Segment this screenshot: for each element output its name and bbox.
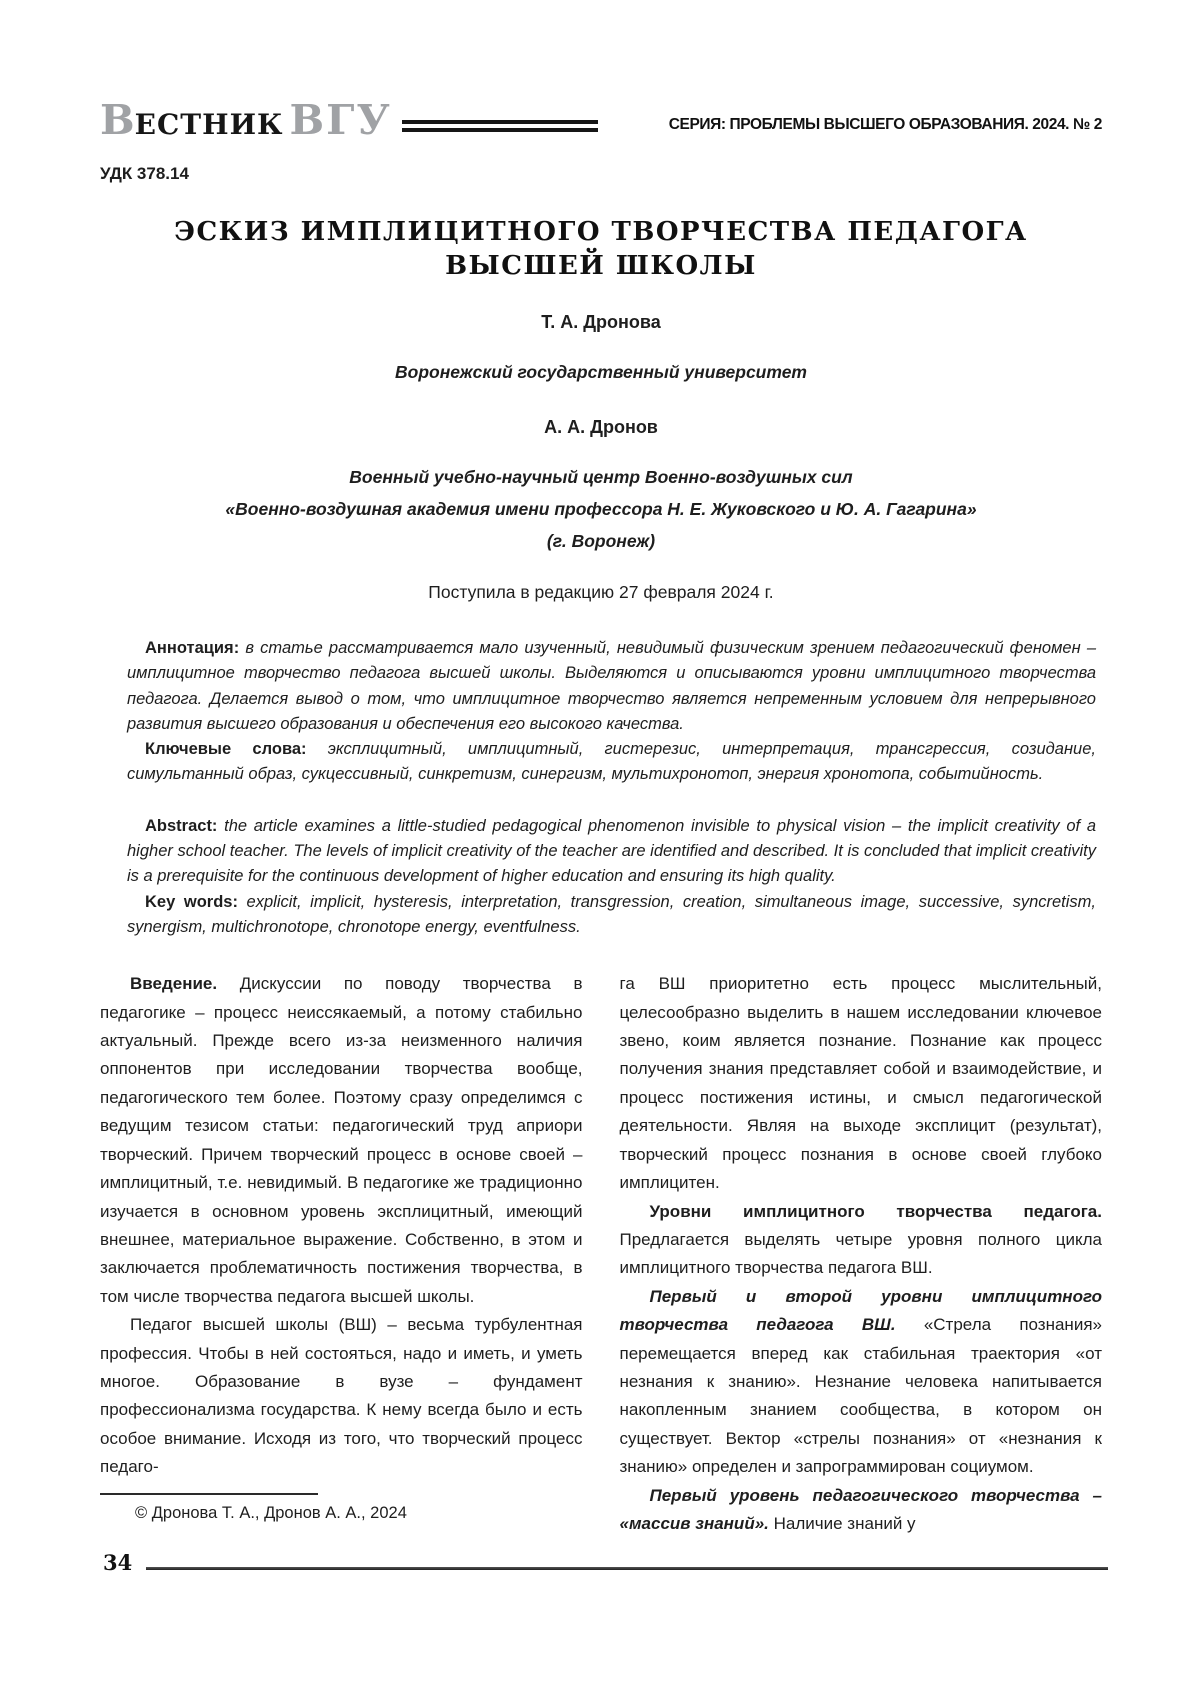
udc-code: УДК 378.14 [100,164,189,183]
article-title: ЭСКИЗ ИМПЛИЦИТНОГО ТВОРЧЕСТВА ПЕДАГОГА ВЫСШЕЙ ШКОЛЫ [174,217,1028,281]
annotation-ru-label: Аннотация: [145,639,240,657]
paragraph-lead: Введение. [130,974,218,994]
logo-vgu: ВГУ [289,96,392,144]
logo-initial: В [100,96,135,144]
abstract-en-label: Abstract: [145,816,218,835]
logo-word-rest: ЕСТНИК [134,108,284,141]
keywords-ru-label: Ключевые слова: [145,740,307,759]
paragraph-lead: Уровни имплицитного творчества педагога. [649,1201,1102,1221]
paragraph-lead: Первый и второй уровни имплицитного творчества педагога ВШ. [619,1286,1102,1335]
copyright-footnote [100,1493,407,1523]
annotation-ru-text: в статье рассматривается мало изученный, невидимый физическим зрением педагогический феномен – имплицитное творчество педагога высшей школы. Выделяются и описываются уровни имплицитного творчества педагога. Делается вывод о том, что имплицитное творчество является непременным условием для непрерывного развития высшего образования и обеспечения его высокого качества. [127,639,1097,733]
annotation-ru [127,636,1096,737]
footnote-rule [100,1493,318,1495]
author-1-affiliation: Воронежский государственный университет [395,362,807,382]
keywords-en [127,890,1096,941]
keywords-en-text: explicit, implicit, hysteresis, interpretation, transgression, creation, simultaneous image, successive, syncretism, synergism, multichronotope, chronotope energy, eventfulness. [127,892,1096,936]
paragraph-lead: Первый уровень педагогического творчества – «массив знаний». [619,1485,1102,1533]
journal-logo [100,96,392,144]
keywords-ru [127,737,1096,788]
body-paragraph: га ВШ приоритетно есть процесс мыслительный, целесообразно выделить в нашем исследовании ключевое звено, коим является познание. Познание как процесс получения знания представляет собой и взаимодействие, и процесс постижения истины, и смысл педагогической деятельности. Являя на выходе эксплицит (результат), творческий процесс познания в основе своей глубоко имплицитен. [619,974,1102,1193]
body-paragraph: Первый и второй уровни имплицитного творчества педагога ВШ. «Стрела познания» перемещается вперед как стабильная траектория «от незнания к знанию». Незнание человека напитывается накопленным знанием сообщества, в котором он существует. Вектор «стрелы познания» от «незнания к знанию» определен и запрограммирован социумом. [619,1286,1102,1477]
page-number: 34 [103,1550,133,1575]
series-title: СЕРИЯ: ПРОБЛЕМЫ ВЫСШЕГО ОБРАЗОВАНИЯ. 2024. № 2 [668,116,1102,133]
page-header [100,96,1102,144]
article-body [100,970,1102,1538]
received-date: Поступила в редакцию 27 февраля 2024 г. [428,582,774,602]
author-2-affiliation: Военный учебно-научный центр Военно-воздушных сил «Военно-воздушная академия имени профессора Н. Е. Жуковского и Ю. А. Гагарина» (г. Воронеж) [225,467,977,551]
abstract-en-text: the article examines a little-studied pedagogical phenomenon invisible to physical vision – the implicit creativity of a higher school teacher. The levels of implicit creativity of the teacher are identified and described. It is concluded that implicit creativity is a prerequisite for the continuous development of higher education and ensuring its high quality. [127,816,1096,886]
author-1-name: Т. А. Дронова [541,312,661,332]
page-footer [103,1552,1108,1573]
body-left-column [100,970,583,1538]
keywords-ru-text: эксплицитный, имплицитный, гистерезис, интерпретация, трансгрессия, созидание, симультанный образ, сукцессивный, синкретизм, синергизм, мультихронотоп, энергия хронотопа, событийность. [127,740,1096,784]
header-double-rule [402,120,598,132]
abstract-en [127,814,1096,890]
body-right-column [620,970,1103,1538]
body-paragraph: Введение. Дискуссии по поводу творчества в педагогике – процесс неиссякаемый, а потому стабильно актуальный. Прежде всего из-за неизменного наличия оппонентов при исследовании творчества вообще, педагогического тем более. Поэтому сразу определимся с ведущим тезисом статьи: педагогический труд априори творческий. Причем творческий процесс в основе своей – имплицитный, т.е. невидимый. В педагогике же традиционно изучается в основном уровень эксплицитный, имеющий внешнее, материальное выражение. Собственно, в этом и заключается проблематичность постижения творчества, в том числе творчества педагога высшей школы. [100,974,583,1306]
keywords-en-label: Key words: [145,892,238,911]
footnote-text: © Дронова Т. А., Дронов А. А., 2024 [135,1504,407,1522]
body-paragraph: Первый уровень педагогического творчества – «массив знаний». Наличие знаний у [619,1485,1102,1533]
abstract-block [127,636,1096,940]
footer-rule [146,1567,1108,1570]
body-paragraph: Педагог высшей школы (ВШ) – весьма турбулентная профессия. Чтобы в ней состояться, надо и иметь, и уметь многое. Образование в вузе – фундамент профессионализма государства. К нему всегда было и есть особое внимание. Исходя из того, что творческий процесс педаго- [100,1315,583,1477]
body-paragraph: Уровни имплицитного творчества педагога. Предлагается выделять четыре уровня полного цикла имплицитного творчества педагога ВШ. [619,1201,1102,1278]
author-2-name: А. А. Дронов [544,417,658,437]
